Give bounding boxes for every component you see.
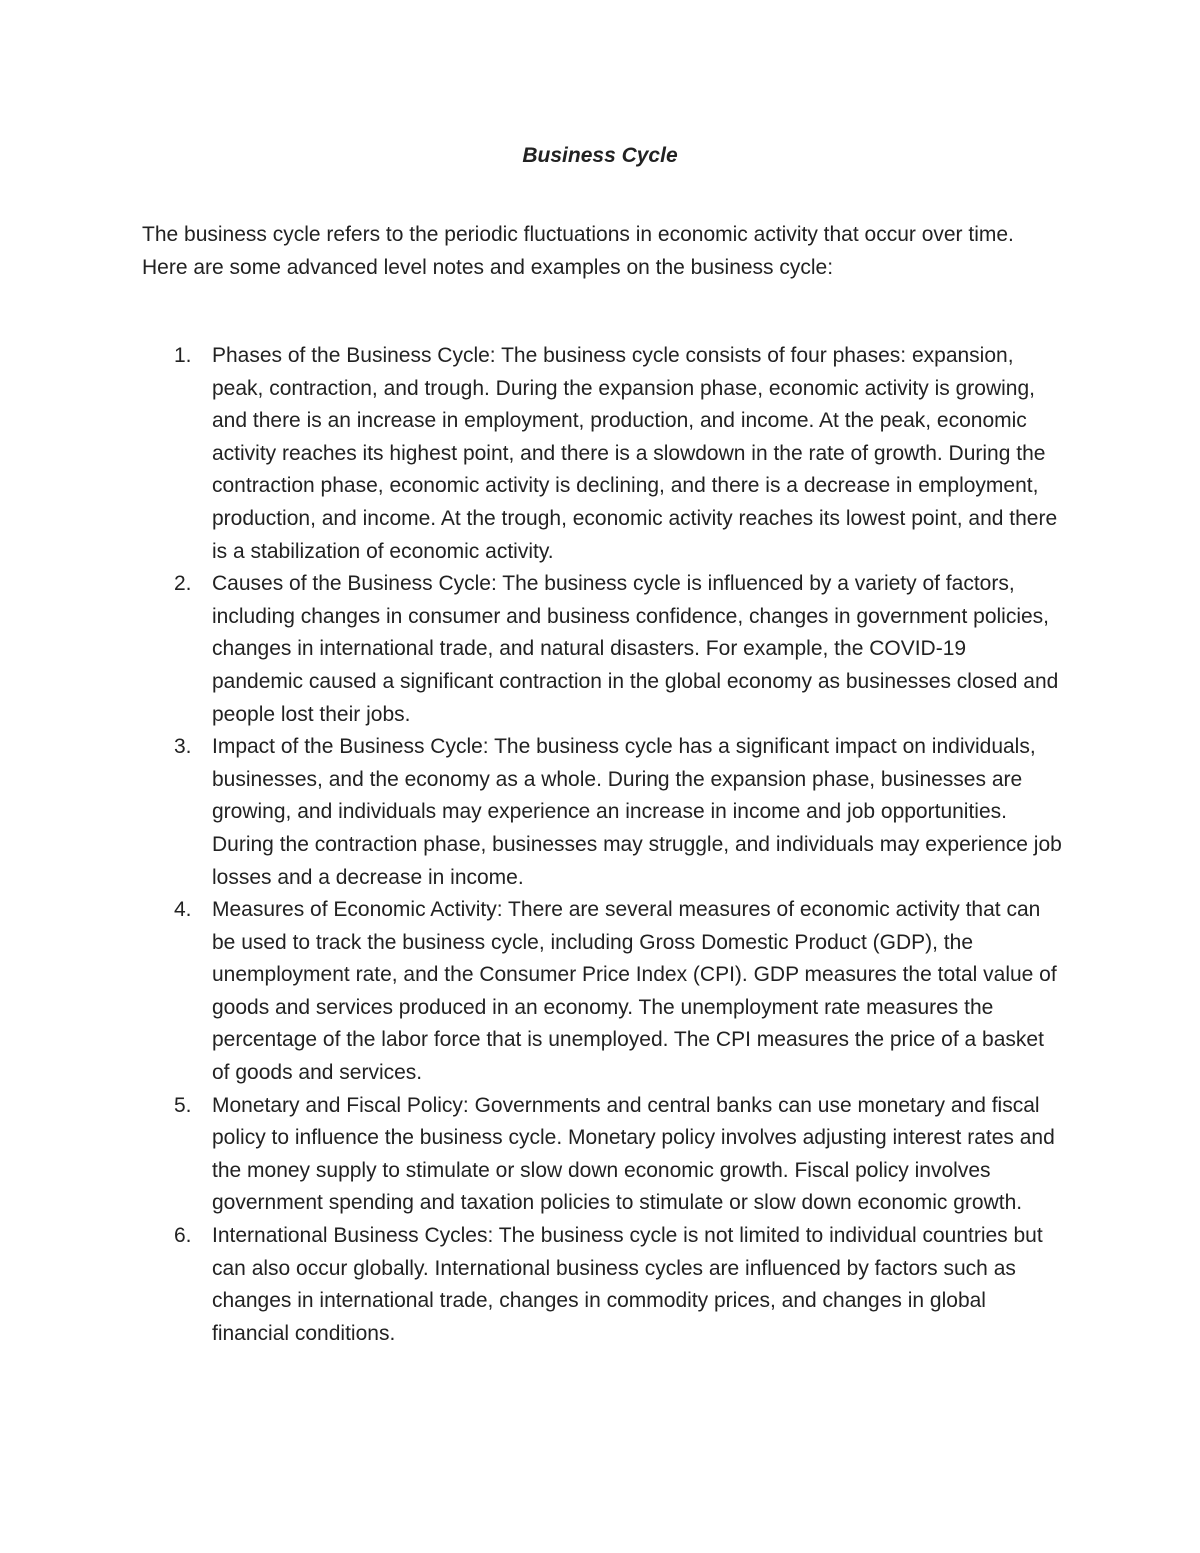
list-item-text: Impact of the Business Cycle: The business cycle has a significant impact on individuals, businesses, and the economy as a whole. During the expansion phase, businesses are growing, and individuals may experience an increase in income and job opportunities. During the contraction phase, businesses may struggle, and individuals may experience job losses and a decrease in income. (212, 735, 1062, 889)
list-item-number: 2. (174, 572, 192, 596)
document-title: Business Cycle (522, 144, 678, 167)
list-item (142, 340, 1062, 568)
list-item-text: Phases of the Business Cycle: The business cycle consists of four phases: expansion, peak, contraction, and trough. During the expansion phase, economic activity is growing, and there is an increase in employment, production, and income. At the peak, economic activity reaches its highest point, and there is a slowdown in the rate of growth. During the contraction phase, economic activity is declining, and there is a decrease in employment, production, and income. At the trough, economic activity reaches its lowest point, and there is a stabilization of economic activity. (212, 344, 1058, 563)
list-item (142, 1220, 1062, 1350)
intro-paragraph: The business cycle refers to the periodic fluctuations in economic activity that occur over time. Here are some advanced level notes and examples on the business cycle: (142, 223, 1014, 279)
list-item-number: 3. (174, 735, 192, 759)
list-item-number: 4. (174, 898, 192, 922)
list-item-text: International Business Cycles: The business cycle is not limited to individual countries but can also occur globally. International business cycles are influenced by factors such as changes in international trade, changes in commodity prices, and changes in global financial conditions. (212, 1224, 1043, 1345)
list-item (142, 894, 1062, 1090)
list-item (142, 731, 1062, 894)
list-item-text: Causes of the Business Cycle: The business cycle is influenced by a variety of factors, including changes in consumer and business confidence, changes in government policies, changes in international trade, and natural disasters. For example, the COVID-19 pandemic caused a significant contraction in the global economy as businesses closed and people lost their jobs. (212, 572, 1059, 726)
list-item-number: 1. (174, 344, 192, 367)
list-item-number: 6. (174, 1224, 192, 1248)
list-item-text: Measures of Economic Activity: There are several measures of economic activity that can be used to track the business cycle, including Gross Domestic Product (GDP), the unemployment rate, and the Consumer Price Index (CPI). GDP measures the total value of goods and services produced in an economy. The unemployment rate measures the percentage of the labor force that is unemployed. The CPI measures the price of a basket of goods and services. (212, 898, 1057, 1085)
numbered-list (142, 340, 1062, 1350)
list-item (142, 568, 1062, 731)
list-item-number: 5. (174, 1093, 192, 1117)
list-item (142, 1090, 1062, 1220)
list-item-text: Monetary and Fiscal Policy: Governments and central banks can use monetary and fiscal policy to influence the business cycle. Monetary policy involves adjusting interest rates and the money supply to stimulate or slow down economic growth. Fiscal policy involves government spending and taxation policies to stimulate or slow down economic growth. (212, 1093, 1055, 1215)
